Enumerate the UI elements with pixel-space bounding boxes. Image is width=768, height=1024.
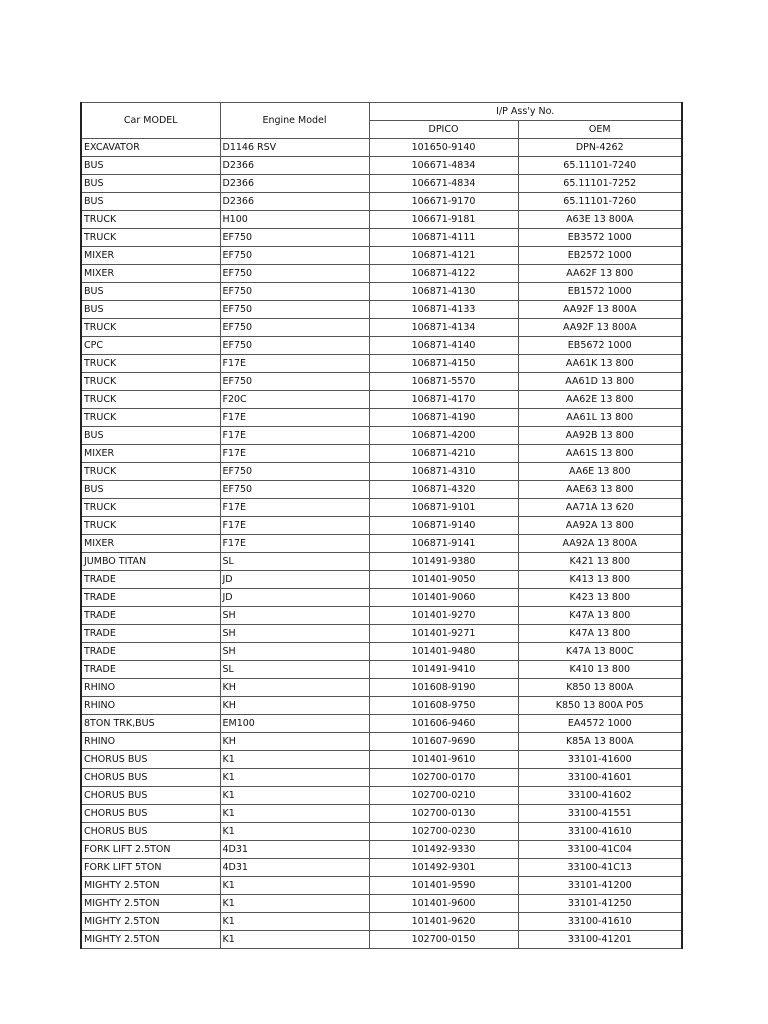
table-row xyxy=(81,553,682,571)
cell-oem: EB1572 1000 xyxy=(518,283,682,301)
table-row xyxy=(81,625,682,643)
cell-dpico: 106871-5570 xyxy=(369,373,518,391)
table-row xyxy=(81,823,682,841)
cell-oem: 33100-41601 xyxy=(518,769,682,787)
cell-oem: K850 13 800A P05 xyxy=(518,697,682,715)
cell-car-model: RHINO xyxy=(81,697,220,715)
cell-dpico: 106871-4130 xyxy=(369,283,518,301)
table-row xyxy=(81,193,682,211)
cell-engine-model: F17E xyxy=(220,499,369,517)
cell-car-model: JUMBO TITAN xyxy=(81,553,220,571)
table-row xyxy=(81,517,682,535)
cell-oem: 33101-41600 xyxy=(518,751,682,769)
cell-engine-model: EF750 xyxy=(220,247,369,265)
cell-car-model: MIGHTY 2.5TON xyxy=(81,877,220,895)
table-row xyxy=(81,301,682,319)
table-row xyxy=(81,859,682,877)
table-row xyxy=(81,409,682,427)
header-ip-assy: I/P Ass'y No. xyxy=(369,103,682,121)
cell-engine-model: K1 xyxy=(220,805,369,823)
cell-dpico: 101401-9620 xyxy=(369,913,518,931)
cell-engine-model: F17E xyxy=(220,445,369,463)
table-row xyxy=(81,247,682,265)
cell-dpico: 101607-9690 xyxy=(369,733,518,751)
cell-engine-model: EF750 xyxy=(220,463,369,481)
cell-car-model: CPC xyxy=(81,337,220,355)
cell-dpico: 106871-4190 xyxy=(369,409,518,427)
cell-oem: AA61S 13 800 xyxy=(518,445,682,463)
cell-dpico: 101606-9460 xyxy=(369,715,518,733)
cell-car-model: BUS xyxy=(81,427,220,445)
cell-oem: AAE63 13 800 xyxy=(518,481,682,499)
cell-car-model: MIXER xyxy=(81,535,220,553)
cell-engine-model: EF750 xyxy=(220,229,369,247)
cell-car-model: FORK LIFT 2.5TON xyxy=(81,841,220,859)
cell-dpico: 101608-9750 xyxy=(369,697,518,715)
table-row xyxy=(81,337,682,355)
cell-car-model: CHORUS BUS xyxy=(81,787,220,805)
table-row xyxy=(81,643,682,661)
cell-engine-model: EF750 xyxy=(220,481,369,499)
cell-dpico: 101491-9410 xyxy=(369,661,518,679)
cell-oem: AA92F 13 800A xyxy=(518,319,682,337)
cell-engine-model: JD xyxy=(220,589,369,607)
cell-engine-model: SH xyxy=(220,625,369,643)
cell-oem: AA61L 13 800 xyxy=(518,409,682,427)
cell-dpico: 101401-9610 xyxy=(369,751,518,769)
cell-car-model: TRADE xyxy=(81,643,220,661)
cell-oem: A63E 13 800A xyxy=(518,211,682,229)
cell-car-model: RHINO xyxy=(81,733,220,751)
cell-oem: K47A 13 800C xyxy=(518,643,682,661)
cell-dpico: 102700-0210 xyxy=(369,787,518,805)
cell-dpico: 106871-4200 xyxy=(369,427,518,445)
table-body xyxy=(81,139,682,949)
cell-dpico: 101401-9271 xyxy=(369,625,518,643)
cell-car-model: TRUCK xyxy=(81,211,220,229)
cell-car-model: BUS xyxy=(81,193,220,211)
cell-dpico: 102700-0150 xyxy=(369,931,518,949)
cell-oem: K413 13 800 xyxy=(518,571,682,589)
cell-oem: 33101-41200 xyxy=(518,877,682,895)
cell-car-model: TRADE xyxy=(81,571,220,589)
cell-car-model: MIXER xyxy=(81,445,220,463)
cell-engine-model: EF750 xyxy=(220,373,369,391)
cell-dpico: 106871-4111 xyxy=(369,229,518,247)
cell-dpico: 106871-9101 xyxy=(369,499,518,517)
cell-dpico: 101401-9590 xyxy=(369,877,518,895)
cell-oem: AA62E 13 800 xyxy=(518,391,682,409)
cell-oem: AA92F 13 800A xyxy=(518,301,682,319)
cell-car-model: FORK LIFT 5TON xyxy=(81,859,220,877)
cell-engine-model: 4D31 xyxy=(220,841,369,859)
cell-oem: 33100-41C13 xyxy=(518,859,682,877)
table-row xyxy=(81,733,682,751)
header-oem: OEM xyxy=(518,121,682,139)
table-row xyxy=(81,391,682,409)
table-row xyxy=(81,571,682,589)
cell-engine-model: 4D31 xyxy=(220,859,369,877)
cell-oem: K421 13 800 xyxy=(518,553,682,571)
cell-car-model: MIXER xyxy=(81,265,220,283)
cell-dpico: 106871-4134 xyxy=(369,319,518,337)
parts-table-page xyxy=(80,102,683,949)
cell-engine-model: K1 xyxy=(220,751,369,769)
cell-car-model: TRUCK xyxy=(81,499,220,517)
cell-engine-model: KH xyxy=(220,697,369,715)
table-row xyxy=(81,661,682,679)
cell-engine-model: F17E xyxy=(220,427,369,445)
cell-dpico: 101401-9480 xyxy=(369,643,518,661)
cell-oem: 33100-41201 xyxy=(518,931,682,949)
cell-car-model: TRUCK xyxy=(81,409,220,427)
cell-dpico: 106871-4140 xyxy=(369,337,518,355)
cell-car-model: RHINO xyxy=(81,679,220,697)
table-row xyxy=(81,319,682,337)
cell-engine-model: KH xyxy=(220,733,369,751)
cell-car-model: TRADE xyxy=(81,589,220,607)
cell-oem: AA92A 13 800 xyxy=(518,517,682,535)
cell-dpico: 106871-4310 xyxy=(369,463,518,481)
cell-car-model: BUS xyxy=(81,481,220,499)
table-row xyxy=(81,535,682,553)
table-row xyxy=(81,481,682,499)
cell-engine-model: EM100 xyxy=(220,715,369,733)
cell-dpico: 102700-0230 xyxy=(369,823,518,841)
cell-car-model: 8TON TRK,BUS xyxy=(81,715,220,733)
table-row xyxy=(81,265,682,283)
cell-engine-model: D1146 RSV xyxy=(220,139,369,157)
cell-dpico: 101401-9060 xyxy=(369,589,518,607)
table-row xyxy=(81,715,682,733)
cell-dpico: 101401-9600 xyxy=(369,895,518,913)
cell-car-model: TRUCK xyxy=(81,229,220,247)
cell-car-model: TRADE xyxy=(81,625,220,643)
cell-dpico: 106671-9170 xyxy=(369,193,518,211)
table-row xyxy=(81,895,682,913)
cell-oem: 33100-41551 xyxy=(518,805,682,823)
cell-car-model: TRUCK xyxy=(81,355,220,373)
cell-oem: AA92B 13 800 xyxy=(518,427,682,445)
cell-engine-model: K1 xyxy=(220,913,369,931)
cell-dpico: 102700-0130 xyxy=(369,805,518,823)
cell-dpico: 101650-9140 xyxy=(369,139,518,157)
table-header xyxy=(81,103,682,139)
cell-dpico: 101491-9380 xyxy=(369,553,518,571)
cell-oem: AA92A 13 800A xyxy=(518,535,682,553)
cell-dpico: 101401-9050 xyxy=(369,571,518,589)
cell-engine-model: D2366 xyxy=(220,157,369,175)
cell-oem: K85A 13 800A xyxy=(518,733,682,751)
cell-dpico: 106871-4170 xyxy=(369,391,518,409)
cell-car-model: CHORUS BUS xyxy=(81,769,220,787)
table-row xyxy=(81,463,682,481)
cell-dpico: 106871-9140 xyxy=(369,517,518,535)
cell-oem: K410 13 800 xyxy=(518,661,682,679)
header-engine-model: Engine Model xyxy=(220,103,369,139)
cell-engine-model: SL xyxy=(220,661,369,679)
cell-oem: AA61K 13 800 xyxy=(518,355,682,373)
header-dpico: DPICO xyxy=(369,121,518,139)
cell-car-model: BUS xyxy=(81,283,220,301)
cell-oem: 33100-41610 xyxy=(518,913,682,931)
cell-engine-model: EF750 xyxy=(220,337,369,355)
cell-dpico: 101401-9270 xyxy=(369,607,518,625)
cell-oem: EB5672 1000 xyxy=(518,337,682,355)
cell-car-model: CHORUS BUS xyxy=(81,751,220,769)
cell-engine-model: SH xyxy=(220,607,369,625)
table-row xyxy=(81,787,682,805)
cell-dpico: 102700-0170 xyxy=(369,769,518,787)
table-row xyxy=(81,805,682,823)
cell-car-model: TRUCK xyxy=(81,319,220,337)
injection-pump-table xyxy=(80,102,683,949)
table-row xyxy=(81,931,682,949)
table-row xyxy=(81,175,682,193)
table-row xyxy=(81,355,682,373)
cell-dpico: 101608-9190 xyxy=(369,679,518,697)
cell-oem: AA6E 13 800 xyxy=(518,463,682,481)
cell-oem: 65.11101-7240 xyxy=(518,157,682,175)
cell-engine-model: F20C xyxy=(220,391,369,409)
cell-engine-model: D2366 xyxy=(220,193,369,211)
table-row xyxy=(81,139,682,157)
cell-oem: 33100-41610 xyxy=(518,823,682,841)
cell-oem: K850 13 800A xyxy=(518,679,682,697)
cell-oem: K47A 13 800 xyxy=(518,607,682,625)
cell-dpico: 106871-4210 xyxy=(369,445,518,463)
cell-car-model: TRUCK xyxy=(81,463,220,481)
table-row xyxy=(81,913,682,931)
cell-car-model: CHORUS BUS xyxy=(81,823,220,841)
cell-oem: K47A 13 800 xyxy=(518,625,682,643)
cell-car-model: TRUCK xyxy=(81,517,220,535)
cell-oem: 33101-41250 xyxy=(518,895,682,913)
cell-dpico: 101492-9330 xyxy=(369,841,518,859)
cell-engine-model: F17E xyxy=(220,355,369,373)
cell-oem: AA62F 13 800 xyxy=(518,265,682,283)
cell-oem: K423 13 800 xyxy=(518,589,682,607)
cell-engine-model: SL xyxy=(220,553,369,571)
table-row xyxy=(81,679,682,697)
table-row xyxy=(81,373,682,391)
cell-car-model: MIXER xyxy=(81,247,220,265)
cell-car-model: EXCAVATOR xyxy=(81,139,220,157)
cell-dpico: 106671-4834 xyxy=(369,175,518,193)
table-row xyxy=(81,751,682,769)
cell-engine-model: H100 xyxy=(220,211,369,229)
cell-car-model: BUS xyxy=(81,175,220,193)
table-row xyxy=(81,283,682,301)
cell-dpico: 106871-4133 xyxy=(369,301,518,319)
cell-car-model: MIGHTY 2.5TON xyxy=(81,913,220,931)
cell-car-model: TRUCK xyxy=(81,391,220,409)
cell-oem: AA71A 13 620 xyxy=(518,499,682,517)
cell-oem: 33100-41C04 xyxy=(518,841,682,859)
cell-engine-model: SH xyxy=(220,643,369,661)
cell-oem: EB2572 1000 xyxy=(518,247,682,265)
table-row xyxy=(81,607,682,625)
cell-engine-model: K1 xyxy=(220,787,369,805)
cell-engine-model: K1 xyxy=(220,931,369,949)
cell-engine-model: D2366 xyxy=(220,175,369,193)
cell-engine-model: KH xyxy=(220,679,369,697)
cell-car-model: MIGHTY 2.5TON xyxy=(81,895,220,913)
cell-engine-model: JD xyxy=(220,571,369,589)
cell-car-model: TRADE xyxy=(81,607,220,625)
cell-oem: EA4572 1000 xyxy=(518,715,682,733)
cell-dpico: 106671-9181 xyxy=(369,211,518,229)
table-row xyxy=(81,211,682,229)
cell-car-model: BUS xyxy=(81,301,220,319)
cell-oem: 33100-41602 xyxy=(518,787,682,805)
cell-engine-model: F17E xyxy=(220,535,369,553)
cell-oem: AA61D 13 800 xyxy=(518,373,682,391)
cell-oem: DPN-4262 xyxy=(518,139,682,157)
cell-engine-model: EF750 xyxy=(220,265,369,283)
cell-dpico: 106871-4150 xyxy=(369,355,518,373)
cell-engine-model: K1 xyxy=(220,895,369,913)
cell-car-model: TRUCK xyxy=(81,373,220,391)
table-row xyxy=(81,769,682,787)
cell-engine-model: F17E xyxy=(220,409,369,427)
cell-oem: 65.11101-7260 xyxy=(518,193,682,211)
table-row xyxy=(81,427,682,445)
cell-engine-model: EF750 xyxy=(220,301,369,319)
cell-dpico: 101492-9301 xyxy=(369,859,518,877)
cell-oem: 65.11101-7252 xyxy=(518,175,682,193)
cell-car-model: BUS xyxy=(81,157,220,175)
cell-dpico: 106871-9141 xyxy=(369,535,518,553)
cell-dpico: 106671-4834 xyxy=(369,157,518,175)
table-row xyxy=(81,841,682,859)
table-row xyxy=(81,229,682,247)
cell-engine-model: K1 xyxy=(220,769,369,787)
cell-car-model: CHORUS BUS xyxy=(81,805,220,823)
header-car-model: Car MODEL xyxy=(81,103,220,139)
cell-engine-model: K1 xyxy=(220,823,369,841)
cell-engine-model: K1 xyxy=(220,877,369,895)
cell-dpico: 106871-4122 xyxy=(369,265,518,283)
cell-car-model: TRADE xyxy=(81,661,220,679)
table-row xyxy=(81,697,682,715)
cell-oem: EB3572 1000 xyxy=(518,229,682,247)
table-row xyxy=(81,589,682,607)
table-row xyxy=(81,499,682,517)
cell-dpico: 106871-4121 xyxy=(369,247,518,265)
cell-engine-model: EF750 xyxy=(220,283,369,301)
table-row xyxy=(81,877,682,895)
cell-engine-model: EF750 xyxy=(220,319,369,337)
cell-dpico: 106871-4320 xyxy=(369,481,518,499)
table-row xyxy=(81,157,682,175)
cell-car-model: MIGHTY 2.5TON xyxy=(81,931,220,949)
cell-engine-model: F17E xyxy=(220,517,369,535)
table-row xyxy=(81,445,682,463)
